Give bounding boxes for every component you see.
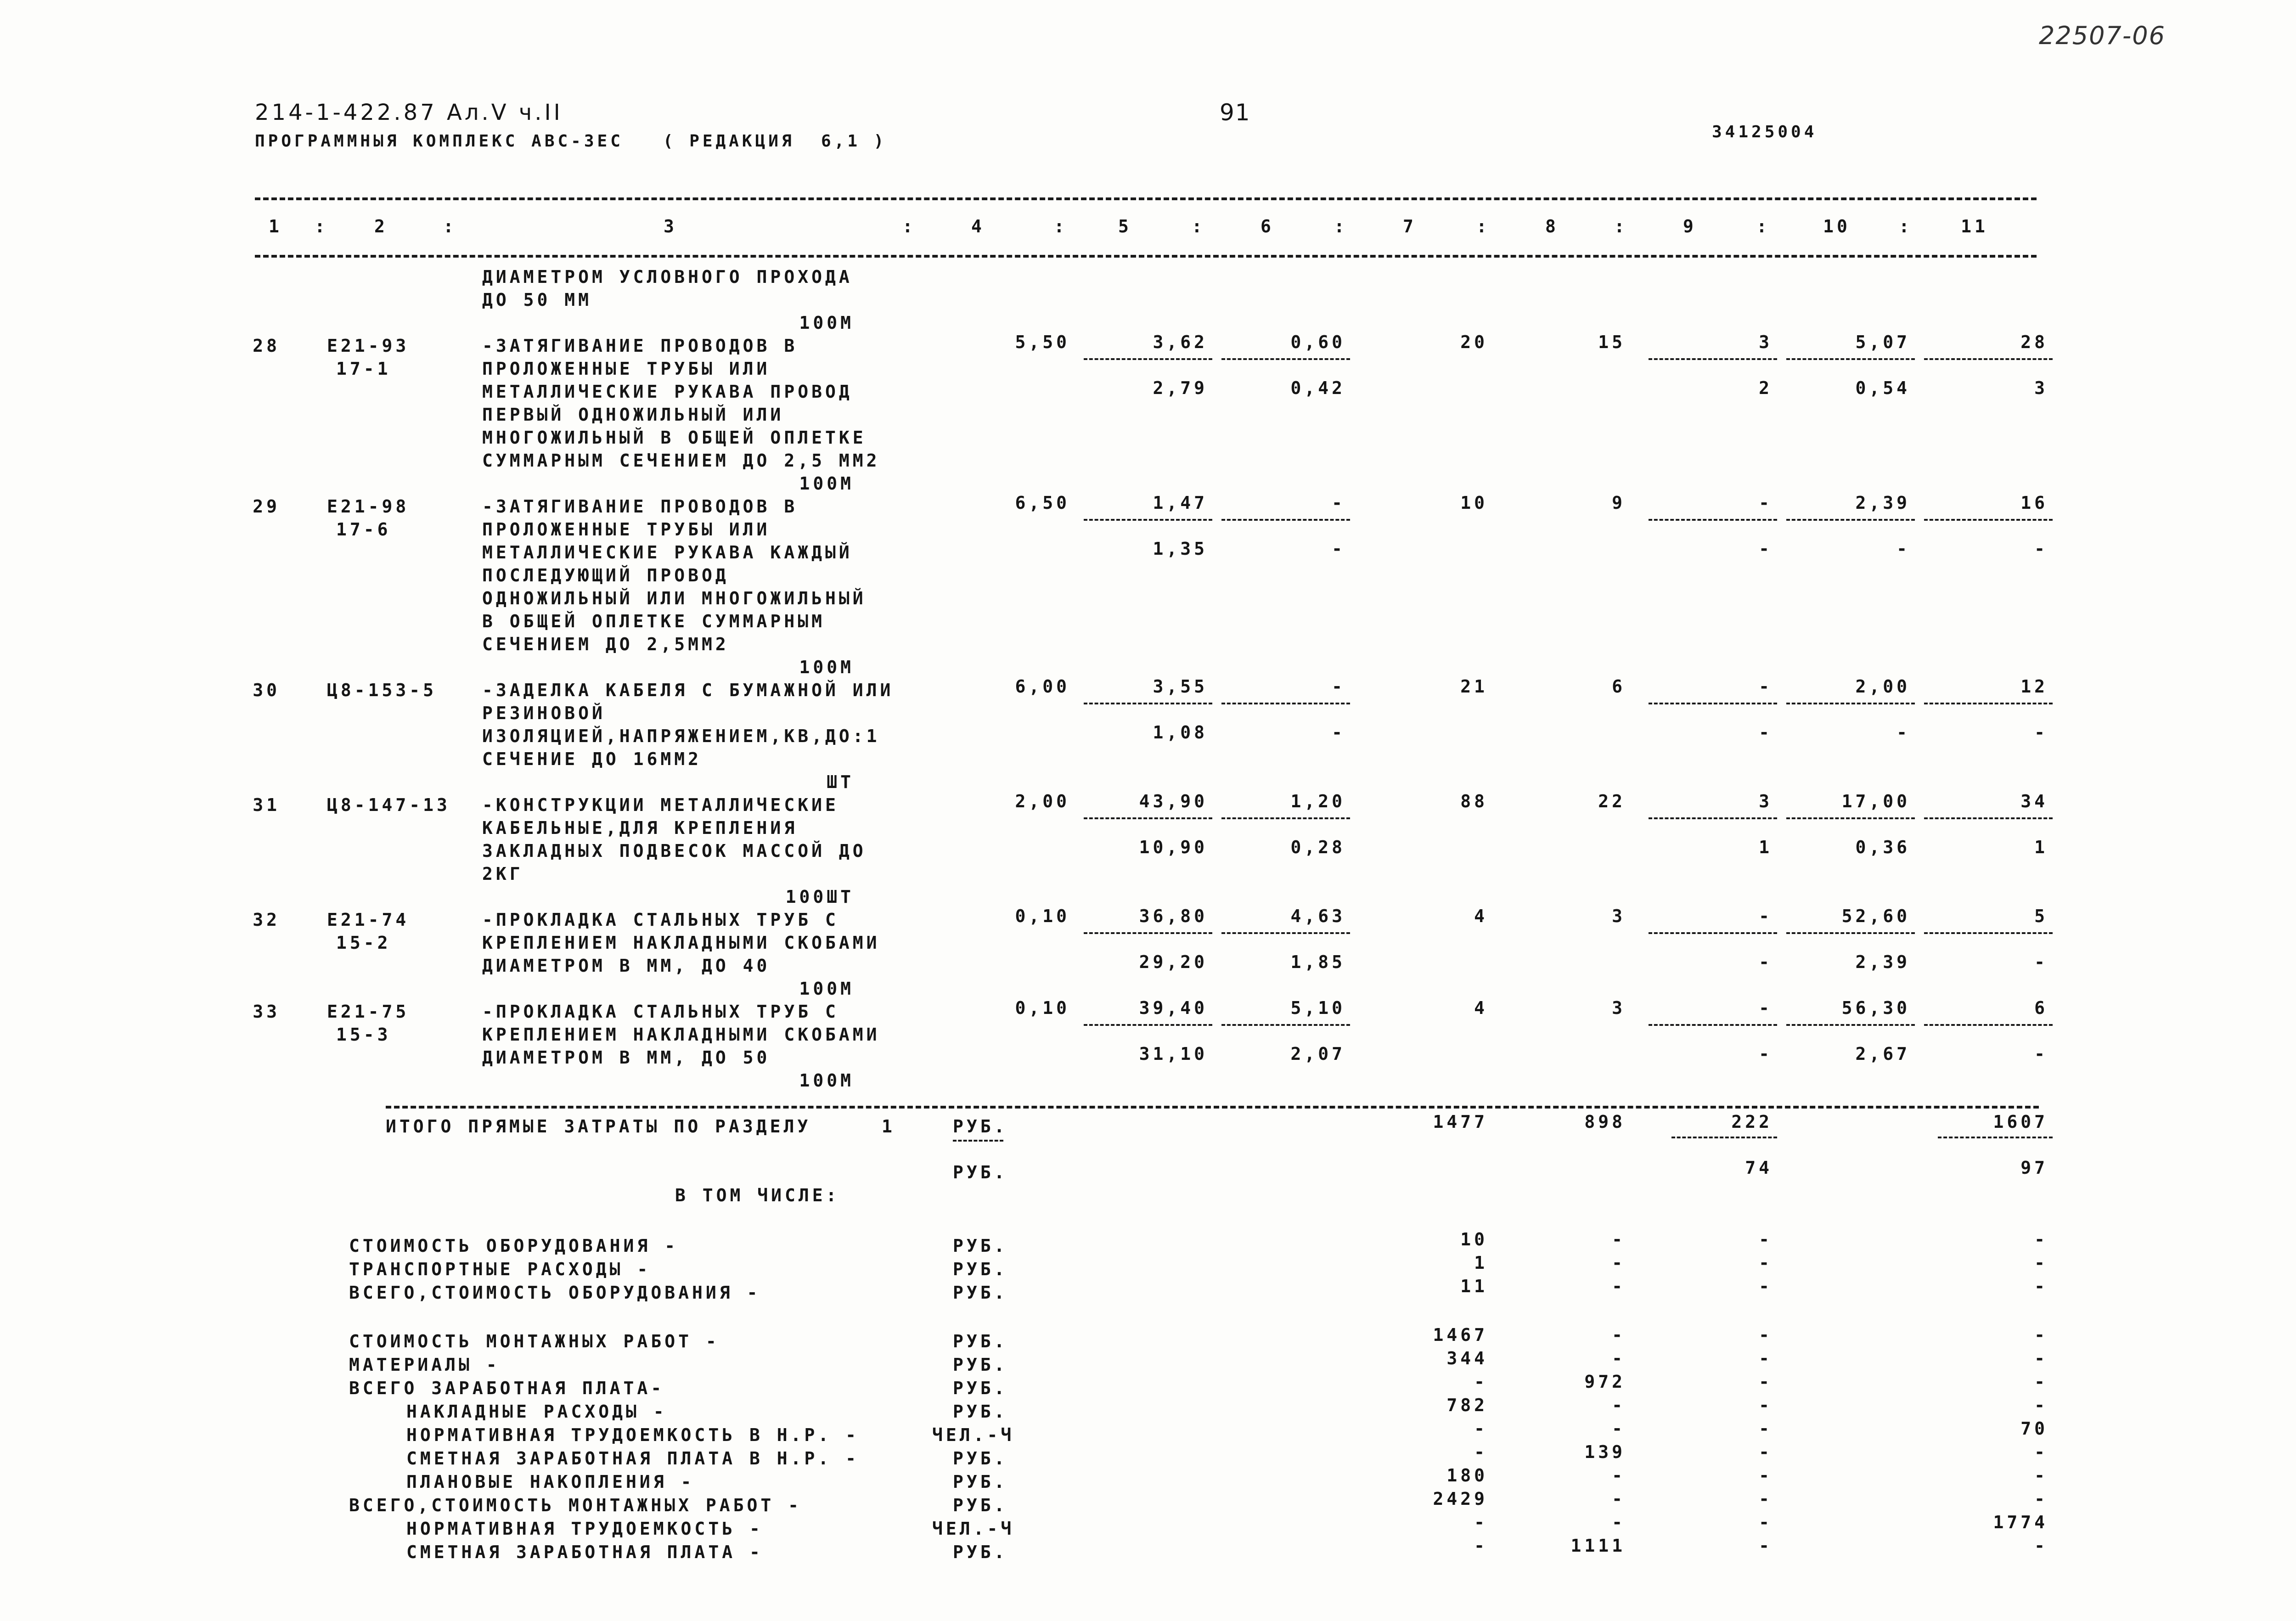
column-separator: : (1054, 216, 1068, 236)
col5-value-2: 1,35 (1153, 539, 1208, 559)
col6-rule (1221, 519, 1350, 521)
summary-col7: 344 (1446, 1348, 1488, 1368)
col9-value-2: - (1759, 952, 1773, 972)
totals-unit-2: РУБ. (953, 1162, 1008, 1182)
entry-description-line: СУММАРНЫМ СЕЧЕНИЕМ ДО 2,5 ММ2 (482, 450, 880, 471)
col5-rule (1084, 817, 1212, 819)
unit-label: 100ШТ (785, 887, 854, 907)
entry-description-line: -ЗАТЯГИВАНИЕ ПРОВОДОВ В (482, 336, 798, 356)
archive-number: 22507-06 (2039, 21, 2166, 50)
summary-col9: - (1759, 1418, 1773, 1439)
intro-line: ДО 50 ММ (482, 290, 592, 310)
col10-rule (1786, 703, 1915, 704)
col6-rule (1221, 703, 1350, 704)
summary-col7: 10 (1460, 1229, 1488, 1250)
intro-line: ДИАМЕТРОМ УСЛОВНОГО ПРОХОДА (482, 267, 853, 287)
summary-col9: - (1759, 1372, 1773, 1392)
col9-value: 3 (1759, 791, 1773, 811)
summary-col7: - (1474, 1512, 1488, 1532)
col11-rule (1924, 519, 2053, 521)
col9-rule (1649, 817, 1777, 819)
entry-code: 15-2 (336, 933, 391, 953)
entry-description-line: МНОГОЖИЛЬНЫЙ В ОБЩЕЙ ОПЛЕТКЕ (482, 428, 867, 448)
column-number: 10 (1823, 216, 1851, 236)
summary-col7: 2429 (1433, 1489, 1488, 1509)
totals-col7: 1477 (1433, 1112, 1488, 1132)
summary-col9: - (1759, 1348, 1773, 1368)
col8-value: 3 (1612, 906, 1626, 926)
summary-unit: РУБ. (953, 1283, 1008, 1303)
column-number: 2 (374, 216, 388, 236)
col11-rule (1924, 817, 2053, 819)
summary-col7: - (1474, 1418, 1488, 1439)
col4-value: 0,10 (1015, 998, 1070, 1018)
summary-col8: 972 (1584, 1372, 1626, 1392)
col7-value: 88 (1460, 791, 1488, 811)
summary-label: ТРАНСПОРТНЫЕ РАСХОДЫ - (349, 1259, 651, 1279)
summary-label: МАТЕРИАЛЫ - (349, 1355, 500, 1375)
col9-value: - (1759, 906, 1773, 926)
column-separator: : (443, 216, 457, 236)
program-line: ПРОГРАММНЫЯ КОМПЛЕКС АВС-3ЕС ( РЕДАКЦИЯ 6,1 ) (255, 132, 887, 151)
col9-value: - (1759, 998, 1773, 1018)
summary-col8: - (1612, 1512, 1626, 1532)
summary-col11: - (2034, 1229, 2048, 1250)
col10-value: 5,07 (1855, 332, 1910, 352)
col6-value-2: 2,07 (1290, 1044, 1345, 1064)
entry-number: 29 (253, 496, 280, 517)
col8-value: 9 (1612, 493, 1626, 513)
col6-rule (1221, 817, 1350, 819)
col6-value-2: 0,42 (1290, 378, 1345, 398)
summary-col11: - (2034, 1442, 2048, 1462)
totals-rule (386, 1106, 2039, 1109)
page-number: 91 (1220, 99, 1251, 126)
summary-col11: - (2034, 1372, 2048, 1392)
entry-description-line: КРЕПЛЕНИЕМ НАКЛАДНЫМИ СКОБАМИ (482, 933, 880, 953)
col9-value: - (1759, 493, 1773, 513)
entry-code: Ц8-147-13 (327, 795, 450, 815)
col10-rule (1786, 1024, 1915, 1026)
summary-col11: - (2034, 1395, 2048, 1415)
summary-col7: 180 (1446, 1465, 1488, 1486)
col5-value: 43,90 (1139, 791, 1208, 811)
entry-code: Е21-74 (327, 910, 410, 930)
summary-label: СМЕТНАЯ ЗАРАБОТНАЯ ПЛАТА - (406, 1542, 763, 1562)
summary-col9: - (1759, 1395, 1773, 1415)
col6-value: 4,63 (1290, 906, 1345, 926)
column-separator: : (315, 216, 328, 236)
col10-value-2: 0,54 (1855, 378, 1910, 398)
summary-col11: - (2034, 1536, 2048, 1556)
col9-value-2: - (1759, 722, 1773, 743)
column-separator: : (1614, 216, 1628, 236)
summary-col11: - (2034, 1489, 2048, 1509)
column-separator: : (1756, 216, 1770, 236)
col6-value: 0,60 (1290, 332, 1345, 352)
entry-description-line: ПЕРВЫЙ ОДНОЖИЛЬНЫЙ ИЛИ (482, 405, 784, 425)
col7-value: 21 (1460, 676, 1488, 697)
column-separator: : (1192, 216, 1205, 236)
col5-rule (1084, 703, 1212, 704)
summary-col7: 1467 (1433, 1325, 1488, 1345)
document-code: 214-1-422.87 Ал.V ч.II (255, 100, 563, 125)
summary-unit: РУБ. (953, 1331, 1008, 1351)
entry-description-line: -ПРОКЛАДКА СТАЛЬНЫХ ТРУБ С (482, 1002, 839, 1022)
col9-value-2: - (1759, 539, 1773, 559)
col6-value-2: - (1332, 539, 1345, 559)
entry-description-line: ПРОЛОЖЕННЫЕ ТРУБЫ ИЛИ (482, 519, 771, 540)
col8-value: 3 (1612, 998, 1626, 1018)
col11-value: 12 (2020, 676, 2048, 697)
entry-description-line: СЕЧЕНИЕ ДО 16ММ2 (482, 749, 702, 769)
entry-description-line: 2КГ (482, 864, 523, 884)
col10-rule (1786, 519, 1915, 521)
col10-value-2: 2,67 (1855, 1044, 1910, 1064)
summary-col11: - (2034, 1253, 2048, 1273)
col9-value: - (1759, 676, 1773, 697)
totals-unit: РУБ. (953, 1116, 1008, 1137)
summary-col9: - (1759, 1229, 1773, 1250)
col11-value: 34 (2020, 791, 2048, 811)
summary-label: ПЛАНОВЫЕ НАКОПЛЕНИЯ - (406, 1472, 695, 1492)
summary-unit: РУБ. (953, 1542, 1008, 1562)
summary-col9: - (1759, 1253, 1773, 1273)
column-number: 1 (269, 216, 282, 236)
unit-label: 100М (799, 473, 854, 494)
col10-rule (1786, 932, 1915, 934)
summary-label: НОРМАТИВНАЯ ТРУДОЕМКОСТЬ - (406, 1519, 763, 1539)
col11-value-2: - (2034, 1044, 2048, 1064)
col5-rule (1084, 932, 1212, 934)
col9-rule (1649, 519, 1777, 521)
unit-label: 100М (799, 1070, 854, 1091)
summary-col9: - (1759, 1489, 1773, 1509)
totals-col11-2: 97 (2020, 1158, 2048, 1178)
entry-number: 33 (253, 1002, 280, 1022)
col4-value: 5,50 (1015, 332, 1070, 352)
column-number: 3 (664, 216, 677, 236)
totals-col11-rule (1938, 1137, 2053, 1138)
col11-rule (1924, 703, 2053, 704)
column-number: 7 (1403, 216, 1417, 236)
col10-rule (1786, 358, 1915, 360)
totals-col9-rule (1671, 1137, 1777, 1138)
col10-value: 17,00 (1841, 791, 1910, 811)
col5-value: 3,62 (1153, 332, 1208, 352)
unit-label: 100М (799, 979, 854, 999)
col4-value: 2,00 (1015, 791, 1070, 811)
entry-description-line: ДИАМЕТРОМ В ММ, ДО 50 (482, 1047, 771, 1068)
summary-col9: - (1759, 1465, 1773, 1486)
column-separator: : (1899, 216, 1913, 236)
col5-value: 36,80 (1139, 906, 1208, 926)
totals-col9: 222 (1731, 1112, 1773, 1132)
col6-value-2: - (1332, 722, 1345, 743)
summary-col9: - (1759, 1442, 1773, 1462)
col11-value-2: 1 (2034, 837, 2048, 857)
col10-value-2: - (1896, 539, 1910, 559)
col5-value-2: 29,20 (1139, 952, 1208, 972)
header-top-rule (255, 197, 2037, 200)
entry-number: 30 (253, 680, 280, 700)
column-number: 4 (971, 216, 985, 236)
col5-value: 1,47 (1153, 493, 1208, 513)
entry-number: 32 (253, 910, 280, 930)
summary-col9: - (1759, 1536, 1773, 1556)
summary-col8: - (1612, 1489, 1626, 1509)
entry-description-line: ИЗОЛЯЦИЕЙ,НАПРЯЖЕНИЕМ,КВ,ДО:1 (482, 726, 880, 746)
col5-value-2: 31,10 (1139, 1044, 1208, 1064)
entry-description-line: -ЗАТЯГИВАНИЕ ПРОВОДОВ В (482, 496, 798, 517)
entry-code: Е21-75 (327, 1002, 410, 1022)
summary-col7: - (1474, 1536, 1488, 1556)
col9-rule (1649, 932, 1777, 934)
col7-value: 4 (1474, 906, 1488, 926)
col11-value: 6 (2034, 998, 2048, 1018)
summary-col8: - (1612, 1348, 1626, 1368)
entry-description-line: МЕТАЛЛИЧЕСКИЕ РУКАВА ПРОВОД (482, 382, 853, 402)
summary-unit: РУБ. (953, 1378, 1008, 1398)
summary-col11: - (2034, 1276, 2048, 1296)
col11-value: 5 (2034, 906, 2048, 926)
column-separator: : (1334, 216, 1348, 236)
entry-number: 31 (253, 795, 280, 815)
unit-label: ШТ (827, 772, 854, 792)
entry-description-line: В ОБЩЕЙ ОПЛЕТКЕ СУММАРНЫМ (482, 611, 825, 631)
summary-col8: - (1612, 1465, 1626, 1486)
unit-label: 100М (799, 313, 854, 333)
summary-unit: РУБ. (953, 1448, 1008, 1469)
col5-rule (1084, 1024, 1212, 1026)
entry-description-line: МЕТАЛЛИЧЕСКИЕ РУКАВА КАЖДЫЙ (482, 542, 853, 563)
col4-value: 6,00 (1015, 676, 1070, 697)
col6-rule (1221, 932, 1350, 934)
summary-col9: - (1759, 1512, 1773, 1532)
entry-code: 15-3 (336, 1024, 391, 1045)
col9-rule (1649, 1024, 1777, 1026)
summary-col8: - (1612, 1395, 1626, 1415)
col8-value: 22 (1598, 791, 1626, 811)
totals-col11: 1607 (1993, 1112, 2048, 1132)
col8-value: 6 (1612, 676, 1626, 697)
column-number: 11 (1961, 216, 1988, 236)
col10-value-2: 2,39 (1855, 952, 1910, 972)
col10-rule (1786, 817, 1915, 819)
col6-value: - (1332, 493, 1345, 513)
summary-col9: - (1759, 1276, 1773, 1296)
col6-rule (1221, 1024, 1350, 1026)
summary-col11: 70 (2020, 1418, 2048, 1439)
summary-col8: - (1612, 1276, 1626, 1296)
including-label: В ТОМ ЧИСЛЕ: (675, 1185, 840, 1205)
col10-value: 56,30 (1841, 998, 1910, 1018)
col11-value: 28 (2020, 332, 2048, 352)
entry-code: Ц8-153-5 (327, 680, 437, 700)
col6-rule (1221, 358, 1350, 360)
entry-description-line: ДИАМЕТРОМ В ММ, ДО 40 (482, 956, 771, 976)
entry-description-line: -ЗАДЕЛКА КАБЕЛЯ С БУМАЖНОЙ ИЛИ (482, 680, 894, 700)
col5-value: 39,40 (1139, 998, 1208, 1018)
summary-col8: - (1612, 1253, 1626, 1273)
summary-col8: 1111 (1570, 1536, 1626, 1556)
summary-col7: - (1474, 1442, 1488, 1462)
totals-unit-rule (953, 1140, 1003, 1142)
summary-unit: РУБ. (953, 1236, 1008, 1256)
col11-value-2: - (2034, 722, 2048, 743)
summary-col7: - (1474, 1372, 1488, 1392)
summary-unit: РУБ. (953, 1259, 1008, 1279)
summary-label: НАКЛАДНЫЕ РАСХОДЫ - (406, 1401, 667, 1422)
col10-value: 2,39 (1855, 493, 1910, 513)
column-separator: : (902, 216, 916, 236)
column-number: 8 (1545, 216, 1559, 236)
col11-value-2: - (2034, 539, 2048, 559)
summary-unit: РУБ. (953, 1401, 1008, 1422)
summary-col7: 782 (1446, 1395, 1488, 1415)
summary-label: ВСЕГО ЗАРАБОТНАЯ ПЛАТА- (349, 1378, 665, 1398)
col10-value-2: 0,36 (1855, 837, 1910, 857)
col11-rule (1924, 932, 2053, 934)
summary-col8: - (1612, 1418, 1626, 1439)
summary-col11: - (2034, 1325, 2048, 1345)
entry-description-line: ПРОЛОЖЕННЫЕ ТРУБЫ ИЛИ (482, 359, 771, 379)
col11-value-2: - (2034, 952, 2048, 972)
unit-label: 100М (799, 657, 854, 677)
col9-rule (1649, 703, 1777, 704)
col5-value-2: 10,90 (1139, 837, 1208, 857)
col9-rule (1649, 358, 1777, 360)
summary-unit: ЧЕЛ.-Ч (932, 1519, 1015, 1539)
col6-value: 1,20 (1290, 791, 1345, 811)
col11-rule (1924, 1024, 2053, 1026)
entry-number: 28 (253, 336, 280, 356)
totals-col8: 898 (1584, 1112, 1626, 1132)
col9-value-2: 1 (1759, 837, 1773, 857)
summary-col11: 1774 (1993, 1512, 2048, 1532)
summary-col9: - (1759, 1325, 1773, 1345)
col10-value: 52,60 (1841, 906, 1910, 926)
summary-col8: - (1612, 1325, 1626, 1345)
summary-label: ВСЕГО,СТОИМОСТЬ ОБОРУДОВАНИЯ - (349, 1283, 761, 1303)
summary-unit: ЧЕЛ.-Ч (932, 1425, 1015, 1445)
summary-label: СТОИМОСТЬ ОБОРУДОВАНИЯ - (349, 1236, 679, 1256)
summary-label: СМЕТНАЯ ЗАРАБОТНАЯ ПЛАТА В Н.Р. - (406, 1448, 859, 1469)
summary-col11: - (2034, 1465, 2048, 1486)
col11-value: 16 (2020, 493, 2048, 513)
summary-col11: - (2034, 1348, 2048, 1368)
summary-col8: - (1612, 1229, 1626, 1250)
column-number: 5 (1118, 216, 1132, 236)
entry-description-line: -КОНСТРУКЦИИ МЕТАЛЛИЧЕСКИЕ (482, 795, 839, 815)
col5-value: 3,55 (1153, 676, 1208, 697)
entry-description-line: РЕЗИНОВОЙ (482, 703, 606, 723)
col9-value-2: - (1759, 1044, 1773, 1064)
summary-label: НОРМАТИВНАЯ ТРУДОЕМКОСТЬ В Н.Р. - (406, 1425, 859, 1445)
entry-description-line: ЗАКЛАДНЫХ ПОДВЕСОК МАССОЙ ДО (482, 841, 867, 861)
col6-value-2: 0,28 (1290, 837, 1345, 857)
totals-section: 1 (882, 1116, 895, 1137)
entry-code: Е21-93 (327, 336, 410, 356)
col7-value: 20 (1460, 332, 1488, 352)
entry-description-line: СЕЧЕНИЕМ ДО 2,5ММ2 (482, 634, 729, 654)
entry-description-line: -ПРОКЛАДКА СТАЛЬНЫХ ТРУБ С (482, 910, 839, 930)
summary-col7: 11 (1460, 1276, 1488, 1296)
totals-col9-2: 74 (1745, 1158, 1773, 1178)
col7-value: 4 (1474, 998, 1488, 1018)
totals-label: ИТОГО ПРЯМЫЕ ЗАТРАТЫ ПО РАЗДЕЛУ (386, 1116, 811, 1137)
col5-rule (1084, 519, 1212, 521)
entry-code: Е21-98 (327, 496, 410, 517)
col10-value: 2,00 (1855, 676, 1910, 697)
header-bottom-rule (255, 255, 2037, 258)
col6-value: - (1332, 676, 1345, 697)
col5-value-2: 2,79 (1153, 378, 1208, 398)
col5-rule (1084, 358, 1212, 360)
summary-unit: РУБ. (953, 1355, 1008, 1375)
summary-unit: РУБ. (953, 1495, 1008, 1515)
summary-unit: РУБ. (953, 1472, 1008, 1492)
col7-value: 10 (1460, 493, 1488, 513)
entry-description-line: ОДНОЖИЛЬНЫЙ ИЛИ МНОГОЖИЛЬНЫЙ (482, 588, 867, 608)
col6-value: 5,10 (1290, 998, 1345, 1018)
summary-label: ВСЕГО,СТОИМОСТЬ МОНТАЖНЫХ РАБОТ - (349, 1495, 802, 1515)
column-number: 6 (1261, 216, 1274, 236)
col11-value-2: 3 (2034, 378, 2048, 398)
summary-col7: 1 (1474, 1253, 1488, 1273)
summary-col8: 139 (1584, 1442, 1626, 1462)
entry-description-line: КАБЕЛЬНЫЕ,ДЛЯ КРЕПЛЕНИЯ (482, 818, 798, 838)
summary-label: СТОИМОСТЬ МОНТАЖНЫХ РАБОТ - (349, 1331, 720, 1351)
col4-value: 0,10 (1015, 906, 1070, 926)
col4-value: 6,50 (1015, 493, 1070, 513)
col6-value-2: 1,85 (1290, 952, 1345, 972)
entry-description-line: КРЕПЛЕНИЕМ НАКЛАДНЫМИ СКОБАМИ (482, 1024, 880, 1045)
column-separator: : (1476, 216, 1490, 236)
col11-rule (1924, 358, 2053, 360)
col10-value-2: - (1896, 722, 1910, 743)
col8-value: 15 (1598, 332, 1626, 352)
entry-description-line: ПОСЛЕДУЮЩИЙ ПРОВОД (482, 565, 729, 585)
entry-code: 17-6 (336, 519, 391, 540)
col9-value-2: 2 (1759, 378, 1773, 398)
column-number: 9 (1683, 216, 1697, 236)
entry-code: 17-1 (336, 359, 391, 379)
col5-value-2: 1,08 (1153, 722, 1208, 743)
col9-value: 3 (1759, 332, 1773, 352)
doc-number: 34125004 (1712, 123, 1818, 141)
